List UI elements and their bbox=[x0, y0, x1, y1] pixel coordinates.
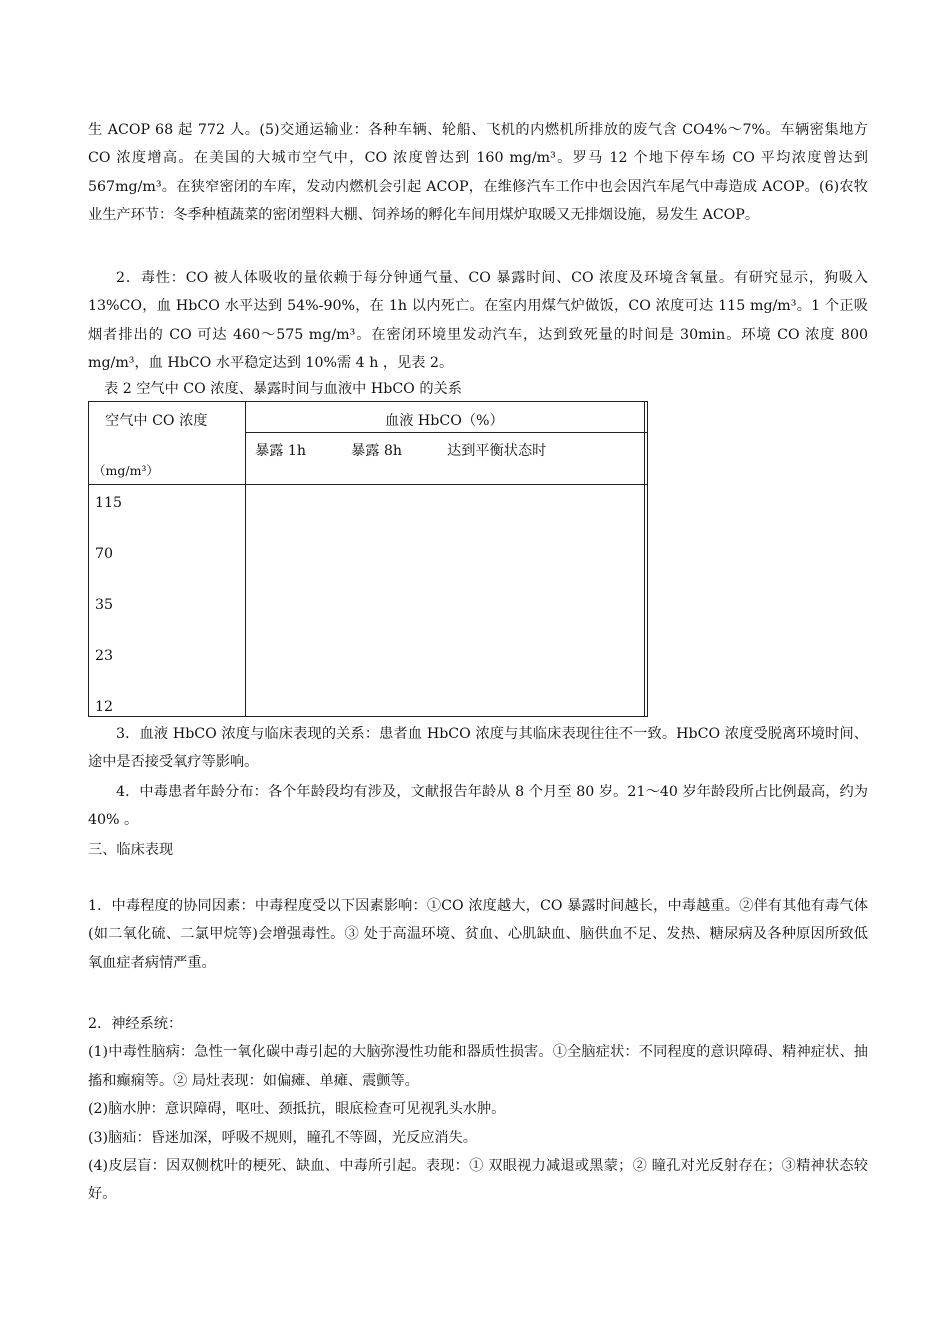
paragraph-transport: 生 ACOP 68 起 772 人。(5)交通运输业：各种车辆、轮船、飞机的内燃机所排放的废气含 CO4%～7%。车辆密集地方 CO 浓度增高。在美国的大城市空气中，CO 浓度曾达到 160 mg/m³。罗马 12 个地下停车场 CO 平均浓度曾达到 567mg/m³。在狭窄密闭的车库，发动内燃机会引起 ACOP，在维修汽车工作中也会因汽车尾气中毒造成 ACOP。(6)农牧业生产环节：冬季种植蔬菜的密闭塑料大棚、饲养场的孵化车间用煤炉取暖又无排烟设施，易发生 ACOP。 bbox=[88, 122, 868, 224]
paragraph-hbco-relation: 3．血液 HbCO 浓度与临床表现的关系：患者血 HbCO 浓度与其临床表现往往不一致。HbCO 浓度受脱离环境时间、途中是否接受氧疗等影响。 bbox=[88, 726, 868, 771]
group-header: 血液 HbCO（%） bbox=[385, 413, 504, 429]
paragraph-synergy: 1．中毒程度的协同因素：中毒程度受以下因素影响：①CO 浓度越大，CO 暴露时间越长，中毒越重。②伴有其他有毒气体(如二氧化硫、二氯甲烷等)会增强毒性。③ 处于高温环境、贫血、心肌缺血、脑供血不足、发热、糖尿病及各种原因所致低氧血症者病情严重。 bbox=[88, 898, 868, 971]
row-value: 12 bbox=[95, 699, 114, 715]
section-heading: 三、临床表现 bbox=[88, 842, 174, 858]
cortical-blindness: (4)皮层盲：因双侧枕叶的梗死、缺血、中毒所引起。表现：① 双眼视力减退或黑蒙；② 瞳孔对光反射存在；③精神状态较好。 bbox=[88, 1158, 868, 1203]
sub-header-8h: 暴露 8h bbox=[351, 443, 403, 459]
brain-edema: (2)脑水肿：意识障碍，呕吐、颈抵抗，眼底检查可见视乳头水肿。 bbox=[88, 1101, 506, 1118]
col1-unit: （mg/m³） bbox=[93, 463, 159, 478]
nervous-system-title: 2．神经系统： bbox=[88, 1016, 183, 1032]
paragraph-age-distribution: 4．中毒患者年龄分布：各个年龄段均有涉及，文献报告年龄从 8 个月至 80 岁。21～40 岁年龄段所占比例最高，约为 40% 。 bbox=[88, 784, 868, 829]
col1-header: 空气中 CO 浓度 bbox=[105, 413, 208, 429]
brain-herniation: (3)脑疝：昏迷加深，呼吸不规则，瞳孔不等圆，光反应消失。 bbox=[88, 1129, 477, 1146]
table-caption: 表 2 空气中 CO 浓度、暴露时间与血液中 HbCO 的关系 bbox=[104, 381, 462, 397]
sub-header-1h: 暴露 1h bbox=[255, 443, 307, 459]
row-value: 70 bbox=[95, 546, 114, 562]
toxic-encephalopathy: (1)中毒性脑病：急性一氧化碳中毒引起的大脑弥漫性功能和器质性损害。①全脑症状：不同程度的意识障碍、精神症状、抽搐和癫痫等。② 局灶表现：如偏瘫、单瘫、震颤等。 bbox=[88, 1044, 868, 1089]
row-value: 35 bbox=[95, 597, 114, 613]
row-value: 115 bbox=[95, 495, 123, 511]
paragraph-toxicity: 2．毒性：CO 被人体吸收的量依赖于每分钟通气量、CO 暴露时间、CO 浓度及环境含氧量。有研究显示，狗吸入 13%CO，血 HbCO 水平达到 54%-90%，在 1h 以内死亡。在室内用煤气炉做饭，CO 浓度可达 115 mg/m³。1 个正吸烟者排出的 CO 可达 460～575 mg/m³。在密闭环境里发动汽车，达到致死量的时间是 30min。环境 CO 浓度 800 mg/m³，血 HbCO 水平稳定达到 10%需 4 h ，见表 2。 bbox=[88, 270, 868, 372]
sub-header-equilibrium: 达到平衡状态时 bbox=[447, 443, 547, 459]
hbco-table bbox=[88, 401, 648, 717]
row-value: 23 bbox=[95, 648, 114, 664]
